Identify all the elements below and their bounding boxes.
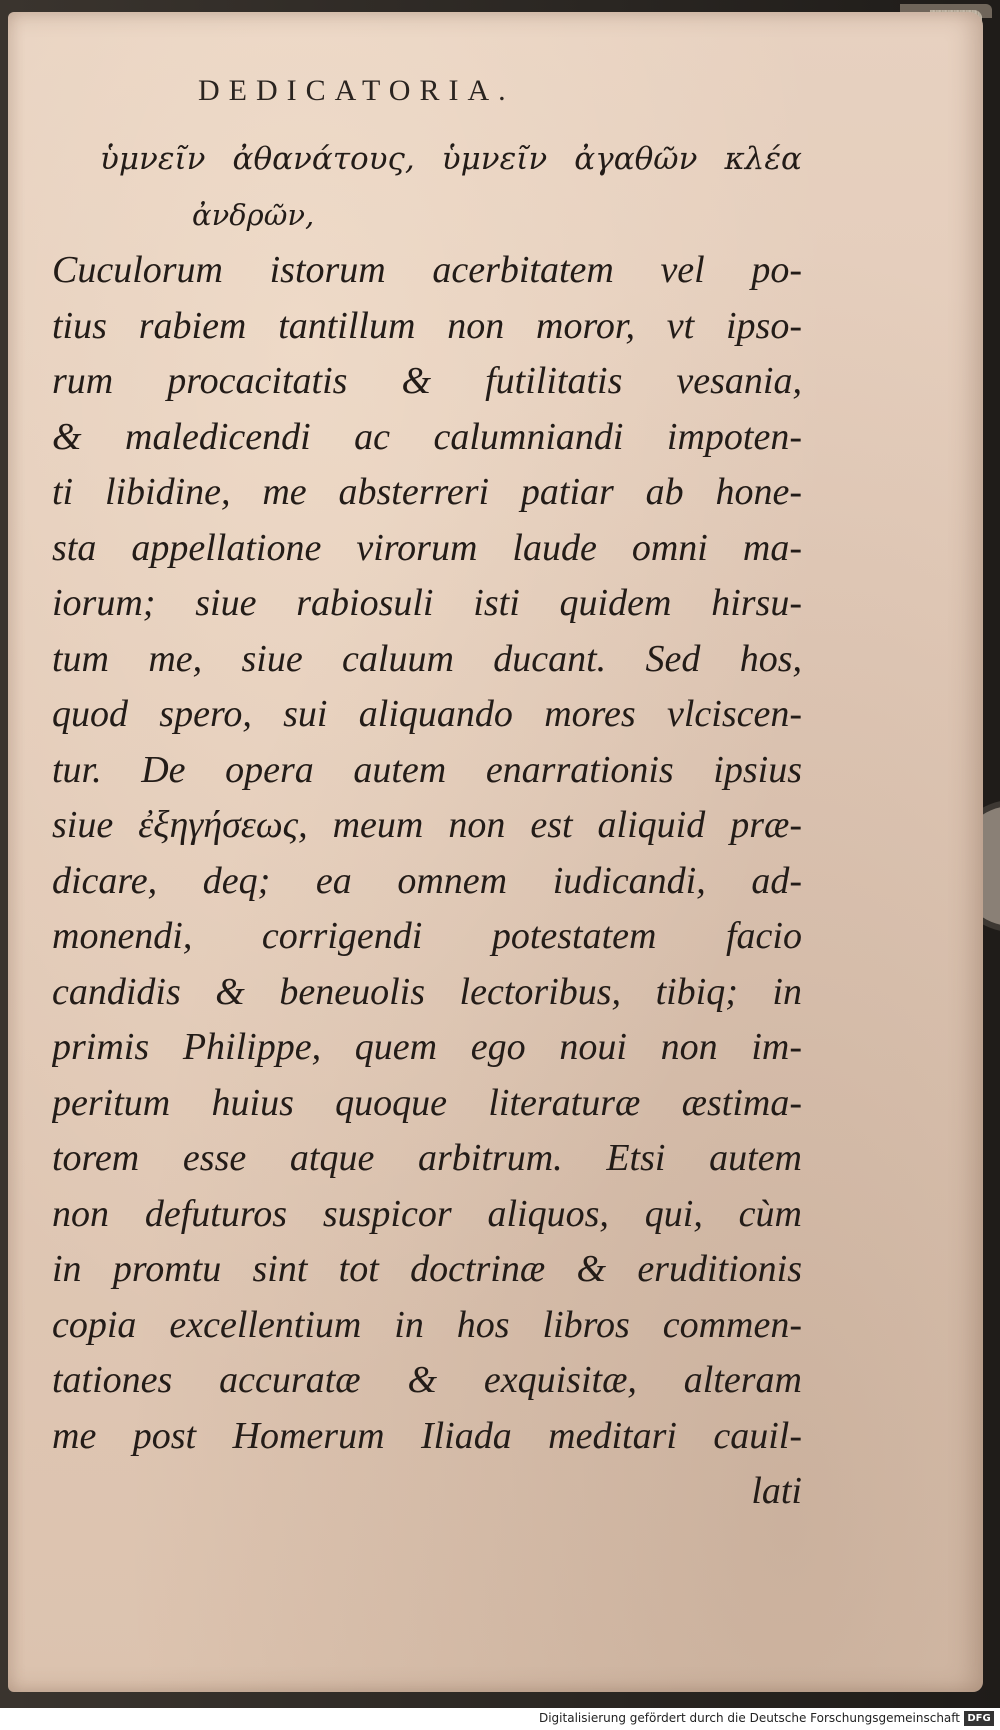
text-line: in promtu sint tot doctrinæ & eruditionis <box>52 1248 802 1290</box>
text-line: iorum; siue rabiosuli isti quidem hirsu- <box>52 582 802 624</box>
text-line: ἀνδρῶν, <box>192 197 315 232</box>
text-line: ti libidine, me absterreri patiar ab hone- <box>52 471 802 513</box>
text-line: candidis & beneuolis lectoribus, tibiq; in <box>52 970 802 1013</box>
text-line: me post Homerum Iliada meditari cauil- <box>52 1414 802 1457</box>
text-line: Cuculorum istorum acerbitatem vel po- <box>52 249 802 291</box>
catchword: lati <box>751 1470 802 1512</box>
text-line: peritum huius quoque literaturæ æstima- <box>52 1081 802 1124</box>
text-line: rum procacitatis & futilitatis vesania, <box>52 360 802 402</box>
text-line: sta appellatione virorum laude omni ma- <box>52 526 802 569</box>
footer-credit: Digitalisierung gefördert durch die Deutsche Forschungsgemeinschaft <box>538 1711 960 1725</box>
text-line: siue ἐξηγήσεως, meum non est aliquid præ- <box>52 804 802 846</box>
text-line: tationes accuratæ & exquisitæ, alteram <box>52 1359 802 1401</box>
text-line: monendi, corrigendi potestatem facio <box>52 915 802 957</box>
text-line: tius rabiem tantillum non moror, vt ipso- <box>52 304 802 347</box>
text-line: non defuturos suspicor aliquos, qui, cùm <box>52 1192 802 1235</box>
text-line: torem esse atque arbitrum. Etsi autem <box>52 1137 802 1179</box>
book-page <box>8 12 983 1692</box>
text-line: quod spero, sui aliquando mores vlciscen- <box>52 693 802 735</box>
text-line: dicare, deq; ea omnem iudicandi, ad- <box>52 859 802 902</box>
text-line: primis Philippe, quem ego noui non im- <box>52 1026 802 1068</box>
text-line: & maledicendi ac calumniandi impoten- <box>52 415 802 458</box>
text-line: ὑμνεῖν ἀθανάτους, ὑμνεῖν ἀγαθῶν κλέα <box>100 141 802 177</box>
digitization-footer <box>0 1708 1000 1730</box>
text-line: copia excellentium in hos libros commen- <box>52 1303 802 1346</box>
text-line: tur. De opera autem enarrationis ipsius <box>52 748 802 791</box>
text-line: tum me, siue caluum ducant. Sed hos, <box>52 637 802 680</box>
page-text <box>52 132 802 1520</box>
running-title: DEDICATORIA. <box>198 74 515 107</box>
dfg-logo: DFG <box>964 1711 994 1726</box>
